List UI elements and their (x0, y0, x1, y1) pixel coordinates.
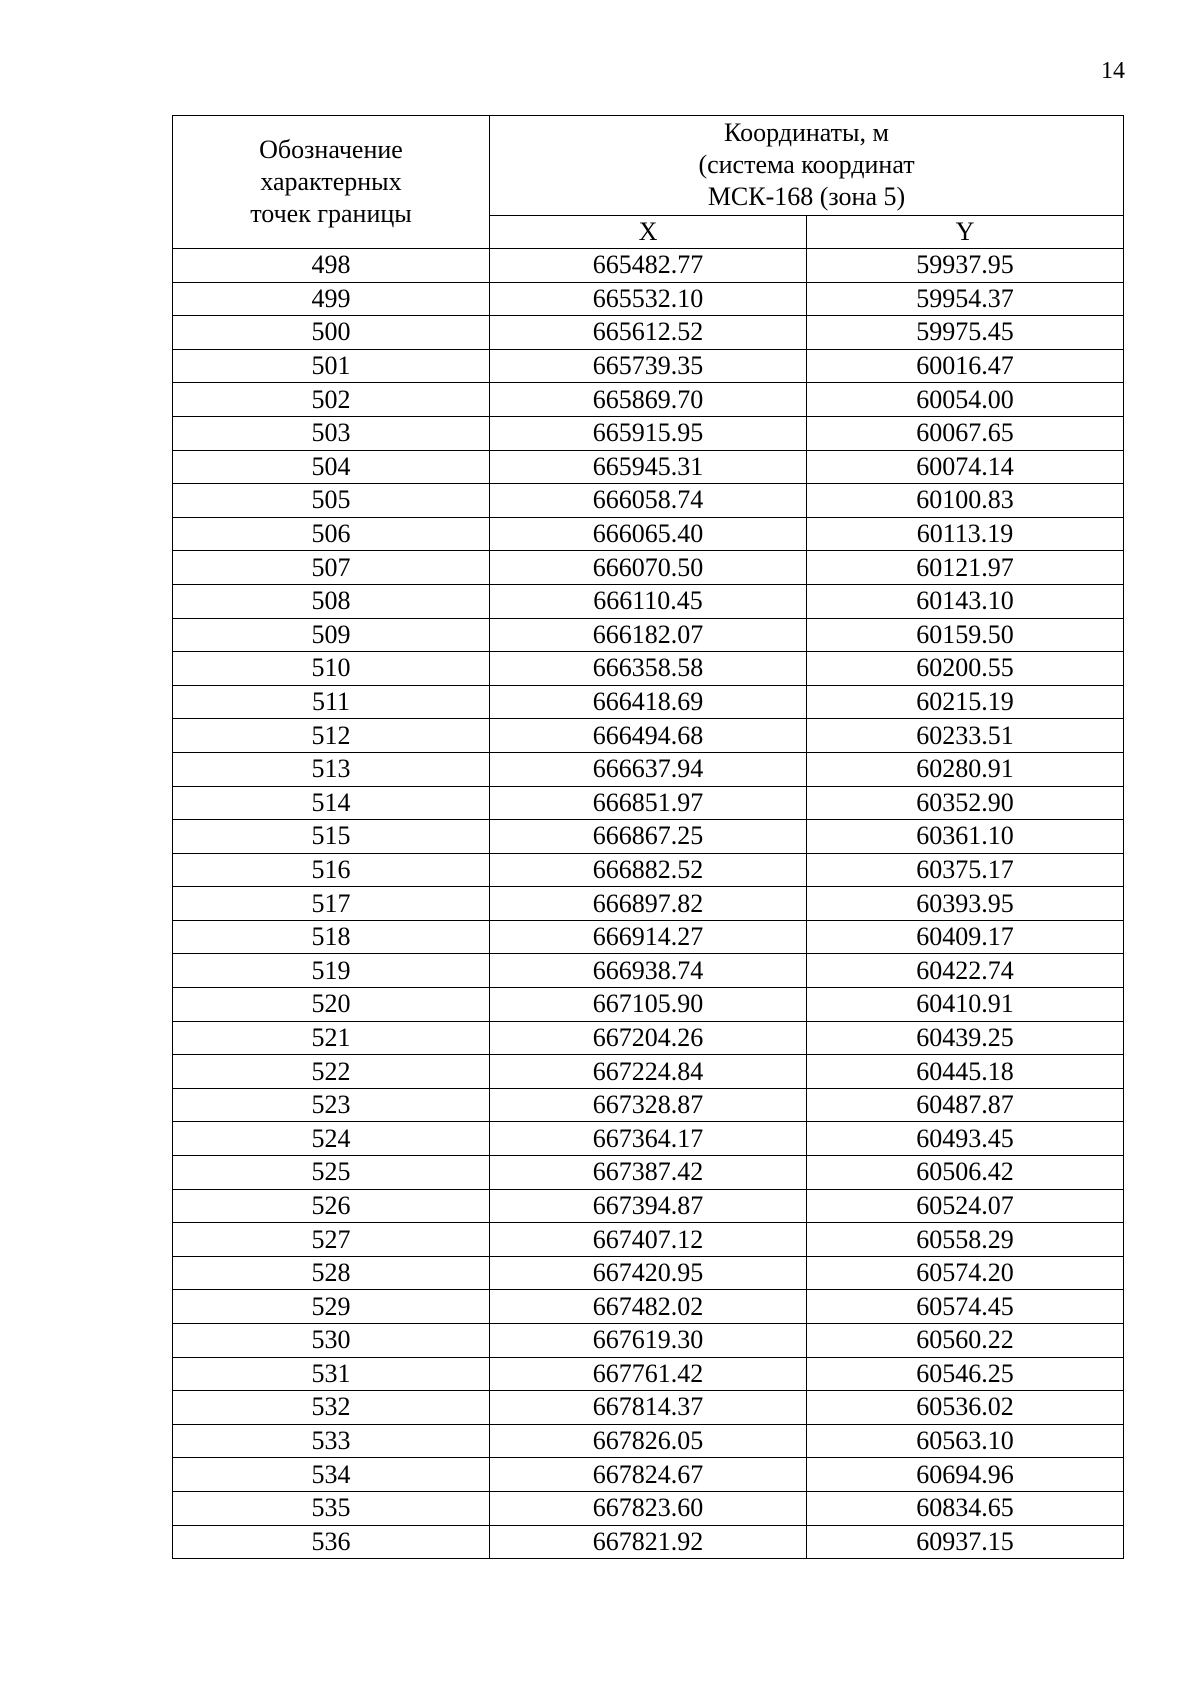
table-row (173, 249, 1124, 283)
y-coordinate-cell: 60445.18 (807, 1055, 1124, 1089)
y-coordinate-cell: 60143.10 (807, 584, 1124, 618)
table-row (173, 1189, 1124, 1223)
point-id-cell: 500 (173, 316, 490, 350)
point-id-cell: 519 (173, 954, 490, 988)
table-row (173, 282, 1124, 316)
x-coordinate-cell: 665739.35 (490, 349, 807, 383)
y-coordinate-cell: 60422.74 (807, 954, 1124, 988)
y-column-header: Y (807, 215, 1124, 248)
table-row (173, 349, 1124, 383)
point-id-cell: 520 (173, 988, 490, 1022)
y-coordinate-cell: 60524.07 (807, 1189, 1124, 1223)
table-row (173, 1055, 1124, 1089)
x-coordinate-cell: 667387.42 (490, 1156, 807, 1190)
y-coordinate-cell: 60558.29 (807, 1223, 1124, 1257)
table-row (173, 1156, 1124, 1190)
point-designation-header (173, 116, 490, 249)
point-id-cell: 506 (173, 517, 490, 551)
table-row (173, 1357, 1124, 1391)
coordinates-table (172, 115, 1124, 1559)
coordinates-header (490, 116, 1124, 216)
y-coordinate-cell: 60100.83 (807, 484, 1124, 518)
table-row (173, 1290, 1124, 1324)
table-row (173, 551, 1124, 585)
table-row (173, 752, 1124, 786)
y-coordinate-cell: 60159.50 (807, 618, 1124, 652)
x-coordinate-cell: 665915.95 (490, 416, 807, 450)
y-coordinate-cell: 59975.45 (807, 316, 1124, 350)
point-id-cell: 505 (173, 484, 490, 518)
table-row (173, 1424, 1124, 1458)
coords-header-line: МСК-168 (зона 5) (707, 182, 906, 212)
point-id-cell: 522 (173, 1055, 490, 1089)
table-row (173, 1088, 1124, 1122)
x-coordinate-cell: 666938.74 (490, 954, 807, 988)
y-coordinate-cell: 60121.97 (807, 551, 1124, 585)
point-id-cell: 510 (173, 652, 490, 686)
x-coordinate-cell: 666065.40 (490, 517, 807, 551)
y-coordinate-cell: 59954.37 (807, 282, 1124, 316)
table-row (173, 1491, 1124, 1525)
y-coordinate-cell: 60439.25 (807, 1021, 1124, 1055)
table-row (173, 517, 1124, 551)
x-coordinate-cell: 666418.69 (490, 685, 807, 719)
x-coordinate-cell: 667814.37 (490, 1391, 807, 1425)
x-coordinate-cell: 666358.58 (490, 652, 807, 686)
y-coordinate-cell: 60352.90 (807, 786, 1124, 820)
x-coordinate-cell: 667826.05 (490, 1424, 807, 1458)
point-id-cell: 508 (173, 584, 490, 618)
point-id-cell: 521 (173, 1021, 490, 1055)
x-coordinate-cell: 666851.97 (490, 786, 807, 820)
x-coordinate-cell: 667420.95 (490, 1256, 807, 1290)
x-coordinate-cell: 667105.90 (490, 988, 807, 1022)
table-row (173, 1021, 1124, 1055)
y-coordinate-cell: 60113.19 (807, 517, 1124, 551)
table-row (173, 484, 1124, 518)
y-coordinate-cell: 60536.02 (807, 1391, 1124, 1425)
table-row (173, 887, 1124, 921)
x-coordinate-cell: 666070.50 (490, 551, 807, 585)
y-coordinate-cell: 60560.22 (807, 1324, 1124, 1358)
point-id-cell: 513 (173, 752, 490, 786)
table-row (173, 685, 1124, 719)
table-row (173, 1458, 1124, 1492)
x-coordinate-cell: 666494.68 (490, 719, 807, 753)
point-id-cell: 512 (173, 719, 490, 753)
table-row (173, 652, 1124, 686)
table-row (173, 1256, 1124, 1290)
table-row (173, 1391, 1124, 1425)
point-id-cell: 507 (173, 551, 490, 585)
table-row (173, 954, 1124, 988)
x-coordinate-cell: 666058.74 (490, 484, 807, 518)
y-coordinate-cell: 60200.55 (807, 652, 1124, 686)
table-row (173, 1525, 1124, 1559)
point-id-cell: 515 (173, 820, 490, 854)
point-id-cell: 529 (173, 1290, 490, 1324)
y-coordinate-cell: 60393.95 (807, 887, 1124, 921)
x-coordinate-cell: 665612.52 (490, 316, 807, 350)
y-coordinate-cell: 60563.10 (807, 1424, 1124, 1458)
x-coordinate-cell: 666182.07 (490, 618, 807, 652)
y-coordinate-cell: 60054.00 (807, 383, 1124, 417)
point-id-cell: 503 (173, 416, 490, 450)
y-coordinate-cell: 60493.45 (807, 1122, 1124, 1156)
x-coordinate-cell: 665869.70 (490, 383, 807, 417)
point-id-cell: 523 (173, 1088, 490, 1122)
table-row (173, 618, 1124, 652)
point-id-cell: 533 (173, 1424, 490, 1458)
table-row (173, 1223, 1124, 1257)
x-coordinate-cell: 667823.60 (490, 1491, 807, 1525)
y-coordinate-cell: 60074.14 (807, 450, 1124, 484)
point-id-cell: 524 (173, 1122, 490, 1156)
point-id-cell: 518 (173, 920, 490, 954)
point-id-cell: 504 (173, 450, 490, 484)
x-coordinate-cell: 667619.30 (490, 1324, 807, 1358)
point-header-line: характерных (260, 167, 402, 196)
y-coordinate-cell: 60361.10 (807, 820, 1124, 854)
x-coordinate-cell: 666914.27 (490, 920, 807, 954)
x-coordinate-cell: 666637.94 (490, 752, 807, 786)
y-coordinate-cell: 60215.19 (807, 685, 1124, 719)
y-coordinate-cell: 60546.25 (807, 1357, 1124, 1391)
point-id-cell: 530 (173, 1324, 490, 1358)
point-id-cell: 509 (173, 618, 490, 652)
y-coordinate-cell: 60937.15 (807, 1525, 1124, 1559)
y-coordinate-cell: 60834.65 (807, 1491, 1124, 1525)
point-id-cell: 535 (173, 1491, 490, 1525)
y-coordinate-cell: 60280.91 (807, 752, 1124, 786)
coords-header-line: (система координат (698, 150, 915, 180)
y-coordinate-cell: 60233.51 (807, 719, 1124, 753)
y-coordinate-cell: 60410.91 (807, 988, 1124, 1022)
y-coordinate-cell: 60375.17 (807, 853, 1124, 887)
table-row (173, 1122, 1124, 1156)
y-coordinate-cell: 60506.42 (807, 1156, 1124, 1190)
point-id-cell: 528 (173, 1256, 490, 1290)
table-row (173, 584, 1124, 618)
table-row (173, 920, 1124, 954)
x-coordinate-cell: 667482.02 (490, 1290, 807, 1324)
y-coordinate-cell: 60016.47 (807, 349, 1124, 383)
coords-header-line: Координаты, м (724, 118, 889, 148)
point-id-cell: 498 (173, 249, 490, 283)
x-coordinate-cell: 665532.10 (490, 282, 807, 316)
x-coordinate-cell: 667821.92 (490, 1525, 807, 1559)
page-number: 14 (1101, 58, 1125, 84)
point-id-cell: 502 (173, 383, 490, 417)
x-coordinate-cell: 666867.25 (490, 820, 807, 854)
table-row (173, 988, 1124, 1022)
table-row (173, 719, 1124, 753)
point-id-cell: 525 (173, 1156, 490, 1190)
x-coordinate-cell: 667328.87 (490, 1088, 807, 1122)
x-coordinate-cell: 667824.67 (490, 1458, 807, 1492)
y-coordinate-cell: 59937.95 (807, 249, 1124, 283)
table-row (173, 316, 1124, 350)
y-coordinate-cell: 60574.45 (807, 1290, 1124, 1324)
x-coordinate-cell: 667407.12 (490, 1223, 807, 1257)
x-coordinate-cell: 667204.26 (490, 1021, 807, 1055)
point-header-line: Обозначение (259, 135, 403, 164)
y-coordinate-cell: 60487.87 (807, 1088, 1124, 1122)
x-coordinate-cell: 666882.52 (490, 853, 807, 887)
x-coordinate-cell: 667364.17 (490, 1122, 807, 1156)
table-row (173, 820, 1124, 854)
y-coordinate-cell: 60409.17 (807, 920, 1124, 954)
point-id-cell: 511 (173, 685, 490, 719)
point-id-cell: 531 (173, 1357, 490, 1391)
point-id-cell: 514 (173, 786, 490, 820)
point-id-cell: 499 (173, 282, 490, 316)
point-id-cell: 532 (173, 1391, 490, 1425)
x-coordinate-cell: 667394.87 (490, 1189, 807, 1223)
x-coordinate-cell: 667761.42 (490, 1357, 807, 1391)
point-id-cell: 501 (173, 349, 490, 383)
x-coordinate-cell: 666110.45 (490, 584, 807, 618)
y-coordinate-cell: 60574.20 (807, 1256, 1124, 1290)
x-coordinate-cell: 667224.84 (490, 1055, 807, 1089)
table-body (173, 249, 1124, 1559)
x-column-header: X (490, 215, 807, 248)
point-id-cell: 527 (173, 1223, 490, 1257)
x-coordinate-cell: 666897.82 (490, 887, 807, 921)
y-coordinate-cell: 60067.65 (807, 416, 1124, 450)
point-id-cell: 516 (173, 853, 490, 887)
x-coordinate-cell: 665482.77 (490, 249, 807, 283)
x-coordinate-cell: 665945.31 (490, 450, 807, 484)
table-row (173, 416, 1124, 450)
y-coordinate-cell: 60694.96 (807, 1458, 1124, 1492)
point-id-cell: 534 (173, 1458, 490, 1492)
table-row (173, 1324, 1124, 1358)
point-id-cell: 536 (173, 1525, 490, 1559)
point-id-cell: 526 (173, 1189, 490, 1223)
point-header-line: точек границы (250, 199, 412, 228)
point-id-cell: 517 (173, 887, 490, 921)
table-row (173, 383, 1124, 417)
table-row (173, 786, 1124, 820)
table-row (173, 853, 1124, 887)
table-row (173, 450, 1124, 484)
